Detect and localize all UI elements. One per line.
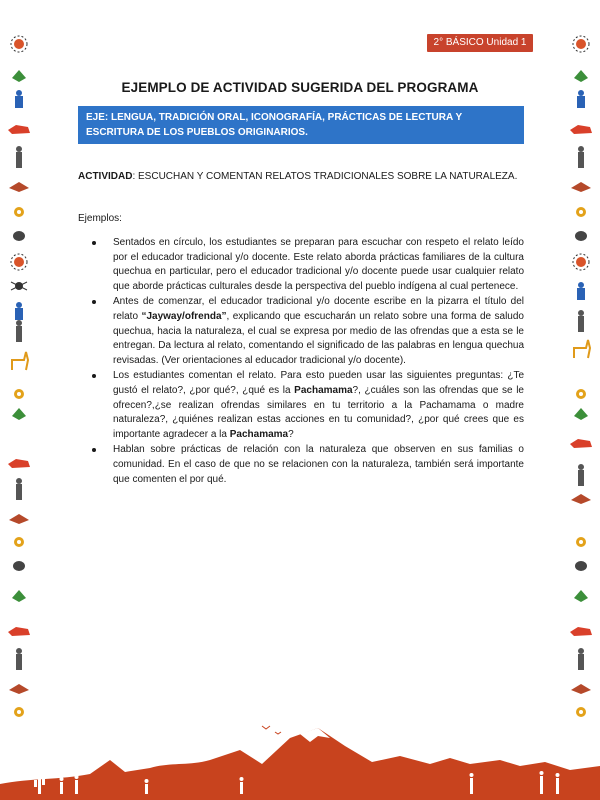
activity-text: : ESCUCHAN Y COMENTAN RELATOS TRADICIONALES SOBRE LA NATURALEZA. bbox=[132, 171, 518, 182]
warrior-icon bbox=[578, 310, 584, 332]
sun-icon bbox=[11, 254, 27, 270]
unit-badge: 2° BÁSICO Unidad 1 bbox=[427, 34, 533, 52]
vessel-icon bbox=[13, 231, 25, 241]
bullet-dot-icon bbox=[92, 300, 96, 304]
flower-icon bbox=[14, 707, 24, 717]
bullet-dot-icon bbox=[92, 241, 96, 245]
right-iconography-strip bbox=[568, 30, 594, 720]
bullet-text: ? bbox=[288, 428, 294, 440]
bird-icon bbox=[574, 408, 588, 420]
spider-icon bbox=[11, 282, 27, 290]
pachamama-term: Pachamama bbox=[294, 384, 353, 396]
warrior-icon bbox=[16, 320, 22, 342]
sun-icon bbox=[11, 36, 27, 52]
flower-icon bbox=[14, 537, 24, 547]
condor-icon bbox=[9, 514, 29, 524]
list-item bbox=[78, 295, 524, 368]
bullet-text: Antes de comenzar, el educador tradicional y/o docente escribe en la pizarra el título del relato bbox=[113, 296, 524, 322]
fox-icon bbox=[8, 459, 30, 468]
vessel-icon bbox=[575, 231, 587, 241]
llama-icon bbox=[574, 340, 590, 358]
warrior-icon bbox=[16, 648, 22, 670]
list-item bbox=[78, 369, 524, 442]
list-item bbox=[78, 236, 524, 294]
condor-icon bbox=[571, 684, 591, 694]
vessel-icon bbox=[13, 561, 25, 571]
fox-icon bbox=[8, 627, 30, 636]
bullet-text: Hablan sobre prácticas de relación con la naturaleza que observen en sus familias o comunidad. En el caso de que no se relacionen con la naturaleza, también será importante que comenten el por qué. bbox=[113, 444, 524, 485]
bird-icon bbox=[574, 590, 588, 602]
flower-icon bbox=[576, 207, 586, 217]
condor-icon bbox=[9, 684, 29, 694]
warrior-icon bbox=[578, 648, 584, 670]
condor-icon bbox=[571, 494, 591, 504]
flower-icon bbox=[576, 389, 586, 399]
llama-icon bbox=[12, 352, 28, 370]
sun-icon bbox=[573, 254, 589, 270]
warrior-icon bbox=[16, 146, 22, 168]
footer-landscape-illustration bbox=[0, 720, 600, 800]
activity-label: ACTIVIDAD bbox=[78, 171, 133, 182]
flower-icon bbox=[576, 537, 586, 547]
fox-icon bbox=[570, 439, 592, 448]
examples-heading bbox=[78, 213, 122, 224]
flower-icon bbox=[576, 707, 586, 717]
bullet-text: Sentados en círculo, los estudiantes se preparan para escuchar con respeto el relato leído por el educador tradicional y/o docente. Este relato aborda prácticas familiares de la cultura quechua en particular, pero el educador tradicional y/o docente puede usar cualquier relato que aborde prácticas culturales desde la perspectiva del pueblo indígena al cual pertenece. bbox=[113, 237, 524, 292]
eje-banner: EJE: LENGUA, TRADICIÓN ORAL, ICONOGRAFÍA, PRÁCTICAS DE LECTURA Y ESCRITURA DE LOS PUEBLOS ORIGINARIOS. bbox=[78, 106, 524, 144]
bullet-dot-icon bbox=[92, 374, 96, 378]
warrior-icon bbox=[578, 464, 584, 486]
vessel-icon bbox=[575, 561, 587, 571]
examples-colon: : bbox=[119, 213, 122, 224]
condor-icon bbox=[9, 182, 29, 192]
flower-icon bbox=[14, 389, 24, 399]
page-title: EJEMPLO DE ACTIVIDAD SUGERIDA DEL PROGRAMA bbox=[121, 80, 479, 95]
list-item bbox=[78, 443, 524, 487]
fox-icon bbox=[570, 125, 592, 134]
flower-icon bbox=[14, 207, 24, 217]
figure-icon bbox=[577, 282, 585, 300]
story-title: “Jayway/ofrenda” bbox=[141, 310, 227, 322]
fox-icon bbox=[8, 125, 30, 134]
ground-band bbox=[0, 794, 600, 800]
examples-list bbox=[78, 236, 524, 488]
pachamama-term: Pachamama bbox=[229, 428, 289, 440]
warrior-icon bbox=[578, 146, 584, 168]
bullet-text: ?, ¿cuáles son las ofrendas que se le ofrecen?,¿se realizan ofrendas similares en tu territorio a la Pachamama o madre naturaleza?, ¿quiénes realizan estas acciones en tu comunidad?, ¿por qué crees que es importante agradecer a la bbox=[113, 384, 524, 440]
bullet-text: , explicando que escucharán un relato sobre una forma de saludo quechua, hacia la naturaleza, el cual se expresa por medio de las ofrendas que a esta se le entregan. Da lectura al relato, comentando el significado de las palabras en lengua quechua revisadas. (Ver orientaciones al educador tradicional y/o docente). bbox=[113, 310, 524, 366]
birds-icon bbox=[262, 726, 281, 734]
bird-icon bbox=[12, 408, 26, 420]
bird-icon bbox=[12, 590, 26, 602]
sun-icon bbox=[573, 36, 589, 52]
landscape-silhouette bbox=[0, 728, 600, 800]
activity-line bbox=[78, 170, 524, 183]
left-iconography-strip bbox=[6, 30, 32, 720]
bullet-text: Los estudiantes comentan el relato. Para esto pueden usar las siguientes preguntas: ¿Te gustó el relato?, ¿por qué?, ¿qué es la bbox=[113, 370, 524, 396]
figure-icon bbox=[15, 302, 23, 320]
fox-icon bbox=[570, 627, 592, 636]
bullet-dot-icon bbox=[92, 448, 96, 452]
examples-label: Ejemplos bbox=[78, 213, 120, 224]
condor-icon bbox=[571, 182, 591, 192]
warrior-icon bbox=[16, 478, 22, 500]
